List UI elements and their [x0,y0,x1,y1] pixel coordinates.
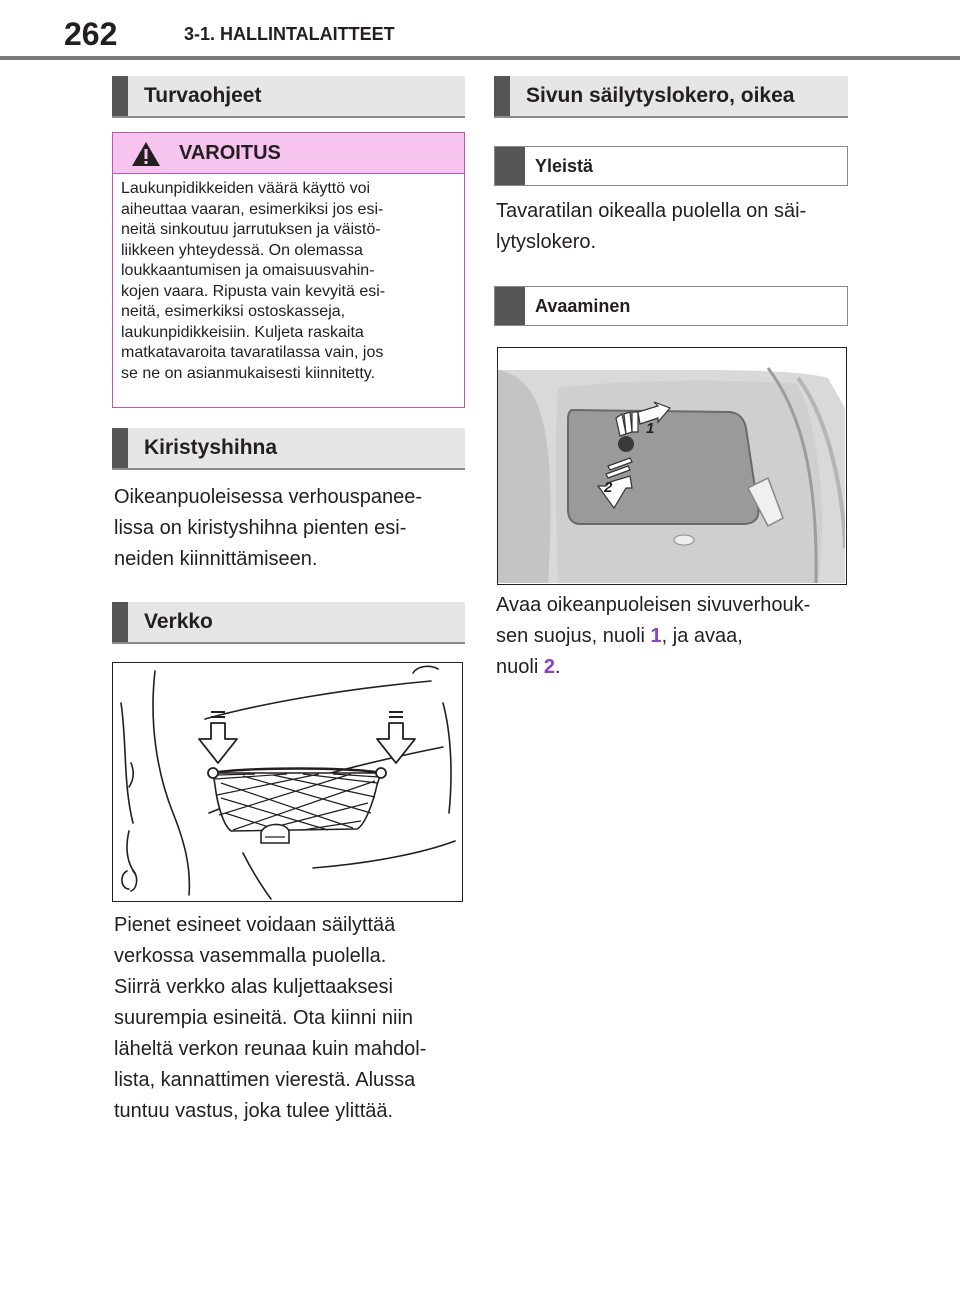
text-line: lissa on kiristyshihna pienten esi- [114,517,407,539]
subheading-opening [494,286,848,326]
warning-line: laukunpidikkeisiin. Kuljeta raskaita [121,323,364,341]
text-line: läheltä verkon reunaa kuin mahdol- [114,1038,427,1060]
text-line: Avaa oikeanpuoleisen sivuverhouk- [496,594,811,616]
subheading-text: Avaaminen [535,296,631,316]
warning-line: Laukunpidikkeiden väärä käyttö voi [121,180,371,197]
warning-line: neitä, esimerkiksi ostoskasseja, [121,303,346,320]
warning-line: se ne on asianmukaisesti kiinnitetty. [121,364,376,382]
luggage-net-drawing [113,663,461,900]
warning-header [113,133,464,174]
callout-number-2: 2 [543,656,555,678]
text-line: Tavaratilan oikealla puolella on säi- [496,200,807,222]
net-paragraph [114,910,474,1127]
text-line: suurempia esineitä. Ota kiinni niin [114,1007,414,1029]
callout-2: 2 [604,479,613,496]
warning-label: VAROITUS [179,142,281,164]
warning-triangle-icon [131,141,161,167]
subheading-general [494,146,848,186]
warning-line: matkatavaroita tavaratilassa vain, jos [121,344,384,361]
warning-line: neitä sinkoutuu jarrutuksen ja väistö- [121,221,381,238]
text-span: nuoli [496,656,544,678]
compartment-photo [497,347,847,585]
text-line [496,621,856,652]
trunk-compartment-drawing [498,348,845,583]
section-heading-text: Verkko [144,610,213,633]
text-span: sen suojus, nuoli [496,625,651,647]
section-heading-side-compartment [494,76,848,118]
section-heading-text: Sivun säilytyslokero, oikea [526,84,795,107]
text-span: , ja avaa, [661,625,743,647]
general-paragraph [496,196,856,258]
text-line: tuntuu vastus, joka tulee ylittää. [114,1100,394,1122]
header-rule [0,56,960,60]
page-number: 262 [64,16,118,52]
text-line: Oikeanpuoleisessa verhouspanee- [114,486,422,508]
section-heading-text: Kiristyshihna [144,436,278,459]
text-line: Pienet esineet voidaan säilyttää [114,914,396,936]
callout-1: 1 [646,420,655,437]
section-heading-safety [112,76,465,118]
section-heading-net [112,602,465,644]
text-line: verkossa vasemmalla puolella. [114,945,387,967]
subheading-text: Yleistä [535,156,594,176]
callout-number-1: 1 [650,625,662,647]
net-illustration [112,662,463,902]
text-span: . [554,656,561,678]
chapter-title: 3-1. HALLINTALAITTEET [184,24,395,44]
warning-text [113,174,464,384]
section-heading-text: Turvaohjeet [144,84,262,107]
text-line: lytyslokero. [496,231,597,253]
warning-line: kojen vaara. Ripusta vain kevyitä esi- [121,282,386,300]
section-heading-strap [112,428,465,470]
text-line: Siirrä verkko alas kuljettaaksesi [114,976,393,998]
text-line: neiden kiinnittämiseen. [114,548,318,570]
warning-box [112,132,465,408]
text-line: lista, kannattimen vierestä. Alussa [114,1069,416,1091]
strap-paragraph [114,482,474,575]
warning-line: loukkaantumisen ja omaisuusvahin- [121,262,375,279]
warning-line: aiheuttaa vaaran, esimerkiksi jos esi- [121,200,384,218]
warning-line: liikkeen yhteydessä. On olemassa [121,241,363,259]
text-line [496,652,856,683]
opening-paragraph [496,590,856,683]
